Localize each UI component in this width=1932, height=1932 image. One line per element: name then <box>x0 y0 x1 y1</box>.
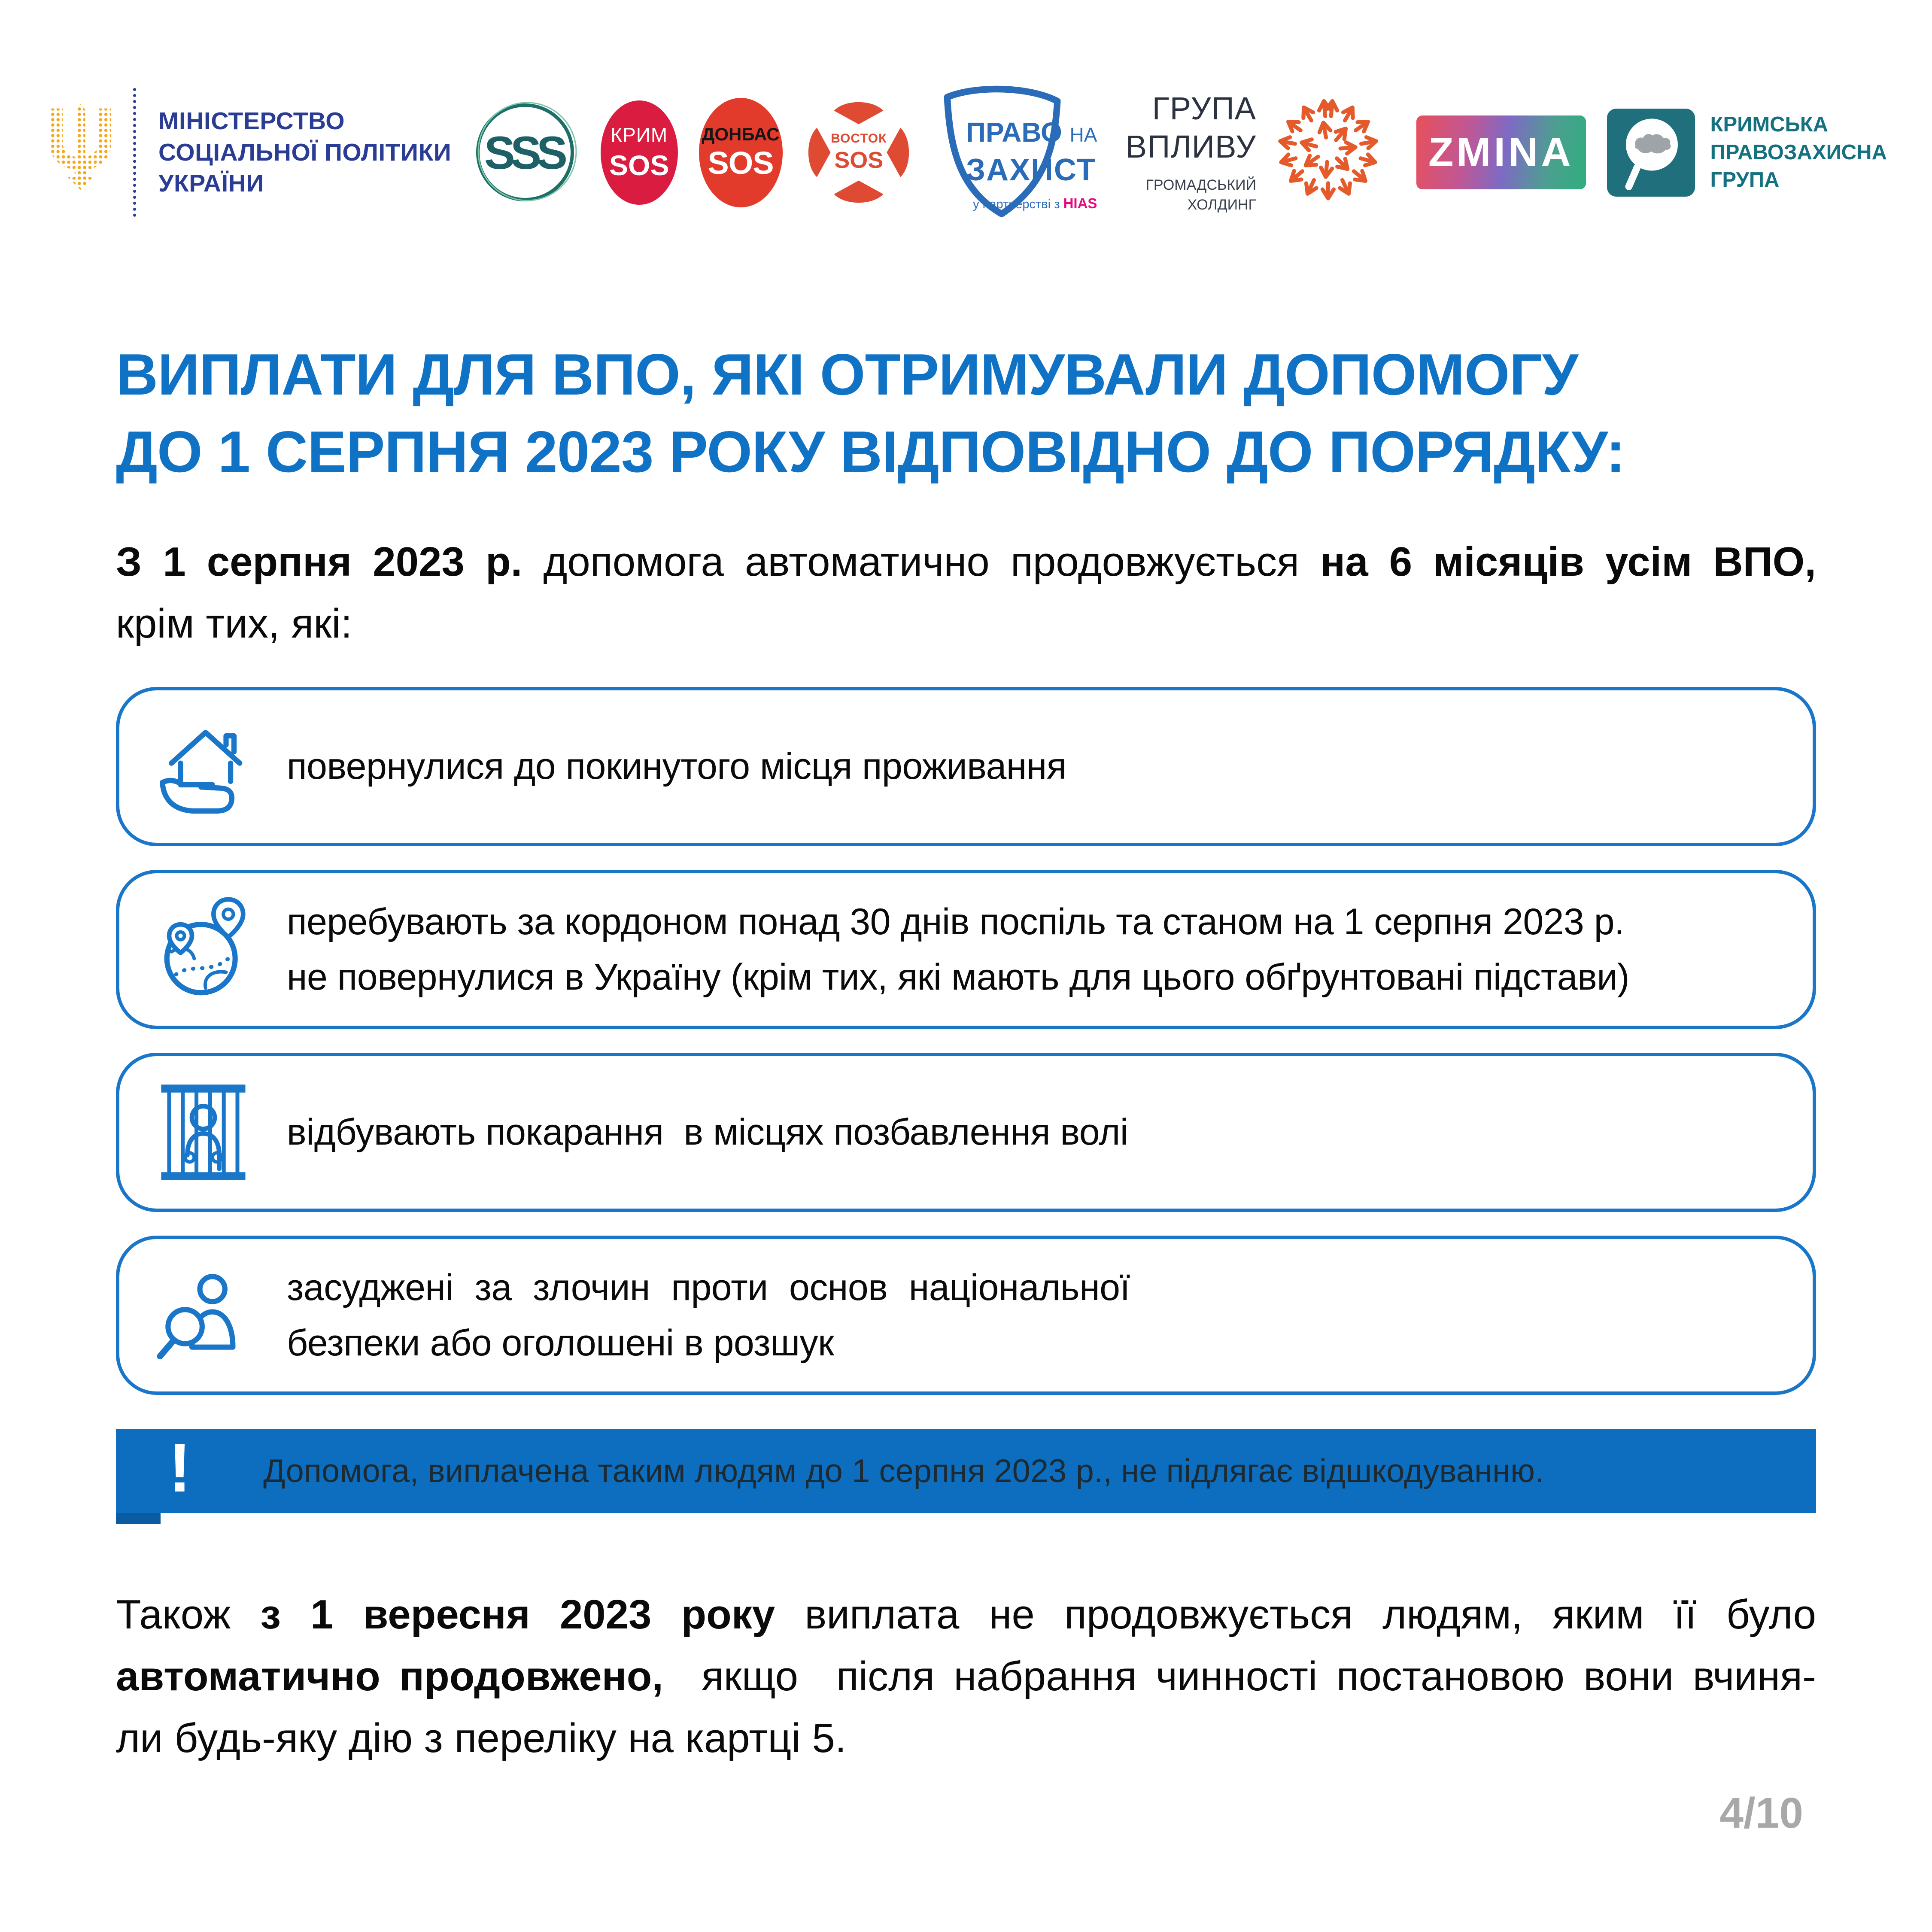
globe-location-pins-icon <box>119 893 287 1006</box>
vostok-sos-top-text: ВОСТОК <box>831 131 887 146</box>
pravo-partnership-text <box>966 195 1097 212</box>
pravo-word-zakhyst: ЗАХИСТ <box>966 152 1097 187</box>
hrupa-line-2: ВПЛИВУ <box>1125 129 1257 165</box>
hrupa-vplyvu-text <box>1126 90 1256 215</box>
page-title <box>116 336 1816 490</box>
alert-text: Допомога, виплачена таким людям до 1 серпня 2023 р., не підлягає відшкодуванню. <box>263 1453 1544 1490</box>
rule-box-convicted <box>116 1236 1816 1395</box>
trident-icon <box>45 100 116 205</box>
alert-bar <box>116 1429 1816 1513</box>
rule-box-text <box>287 739 1813 794</box>
person-search-icon <box>119 1258 287 1372</box>
hrupa-line-1: ГРУПА <box>1152 91 1257 127</box>
pravo-line-1 <box>966 116 1097 148</box>
pravo-na-zakhyst-logo <box>935 79 1105 227</box>
vostok-sos-text <box>803 97 914 208</box>
rule-line: безпеки або оголошені в розшук <box>287 1322 834 1364</box>
zmina-logo-text: ZMINA <box>1428 129 1574 175</box>
zmina-logo <box>1416 115 1586 189</box>
house-on-hand-icon <box>119 710 287 823</box>
rule-line: не повернулися в Україну (крім тих, які мають для цього обґрунтовані підстави) <box>287 956 1629 998</box>
page-number <box>0 1789 1803 1838</box>
rule-line: повернулися до покинутого місця проживання <box>287 746 1066 787</box>
donbas-sos-bottom-text: SOS <box>708 145 774 181</box>
intro-line-1: З 1 серпня 2023 р. допомога автоматично продовжується на 6 місяців усім ВПО, <box>116 539 1816 585</box>
rule-box-abroad <box>116 870 1816 1029</box>
rule-box-returned-home <box>116 687 1816 846</box>
outro-line-3: ли будь-яку дію з переліку на картці 5. <box>116 1715 847 1762</box>
donbas-sos-logo <box>699 98 783 207</box>
page-title-line-1: ВИПЛАТИ ДЛЯ ВПО, ЯКІ ОТРИМУВАЛИ ДОПОМОГУ <box>116 342 1578 407</box>
person-behind-bars-icon <box>119 1075 287 1189</box>
rule-box-text <box>287 1105 1813 1160</box>
vostok-sos-logo <box>803 97 914 208</box>
krym-sos-logo <box>601 100 678 205</box>
sss-logo <box>472 99 580 206</box>
rule-line: засуджені за злочин проти основ національної <box>287 1267 1130 1308</box>
rule-line: перебувають за кордоном понад 30 днів поспіль та станом на 1 серпня 2023 р. <box>287 901 1625 942</box>
donbas-sos-top-text: ДОНБАС <box>702 124 780 144</box>
sss-logo-text: SSS <box>484 126 563 179</box>
arrows-cluster-icon <box>1267 90 1395 215</box>
pravo-logo-text <box>966 116 1097 212</box>
ministry-logo-divider <box>133 88 136 217</box>
crimea-magnifier-icon <box>1607 109 1695 197</box>
ministry-line-2: СОЦІАЛЬНОЇ ПОЛІТИКИ <box>158 138 452 166</box>
rule-line: відбувають покарання в місцях позбавлення волі <box>287 1112 1128 1153</box>
intro-paragraph <box>116 531 1816 655</box>
pravo-partnership-label: у партнерстві з <box>973 197 1060 211</box>
hrupa-vplyvu-logo <box>1126 90 1395 215</box>
hias-logo-text: HIAS <box>1063 195 1097 211</box>
krym-sos-bottom-text: SOS <box>609 149 669 181</box>
pravo-word-na: НА <box>1069 123 1097 146</box>
rule-box-text <box>287 894 1813 1005</box>
ministry-line-3: УКРАЇНИ <box>158 170 264 197</box>
partner-logos-header <box>45 71 1887 234</box>
kpg-logo-text: КРИМСЬКА ПРАВОЗАХИСНА ГРУПА <box>1710 112 1887 192</box>
ministry-line-1: МІНІСТЕРСТВО <box>158 107 345 135</box>
pravo-word-pravo: ПРАВО <box>966 116 1062 148</box>
intro-line-2: крім тих, які: <box>116 601 352 647</box>
exception-rules-list <box>116 687 1816 1395</box>
page-number-text: 4/10 <box>1719 1789 1803 1838</box>
krym-sos-top-text: КРИМ <box>611 124 668 146</box>
crimean-human-rights-group-logo <box>1607 109 1887 197</box>
rule-box-text <box>287 1260 1813 1371</box>
vostok-sos-bottom-text: SOS <box>834 147 884 173</box>
ministry-social-policy-logo <box>45 88 451 217</box>
page-title-line-2: ДО 1 СЕРПНЯ 2023 РОКУ ВІДПОВІДНО ДО ПОРЯДКУ: <box>116 419 1625 484</box>
exclamation-icon: ! <box>168 1429 191 1506</box>
rule-box-imprisoned <box>116 1053 1816 1212</box>
hrupa-subtitle: ГРОМАДСЬКИЙ ХОЛДИНГ <box>1145 176 1257 213</box>
outro-line-2: автоматично продовжено, якщо після набрання чинності постановою вони вчиня- <box>116 1653 1817 1700</box>
outro-paragraph <box>116 1584 1816 1769</box>
ministry-logo-text <box>158 106 451 199</box>
outro-line-1: Також з 1 вересня 2023 року виплата не продовжується людям, яким її було <box>116 1592 1816 1638</box>
